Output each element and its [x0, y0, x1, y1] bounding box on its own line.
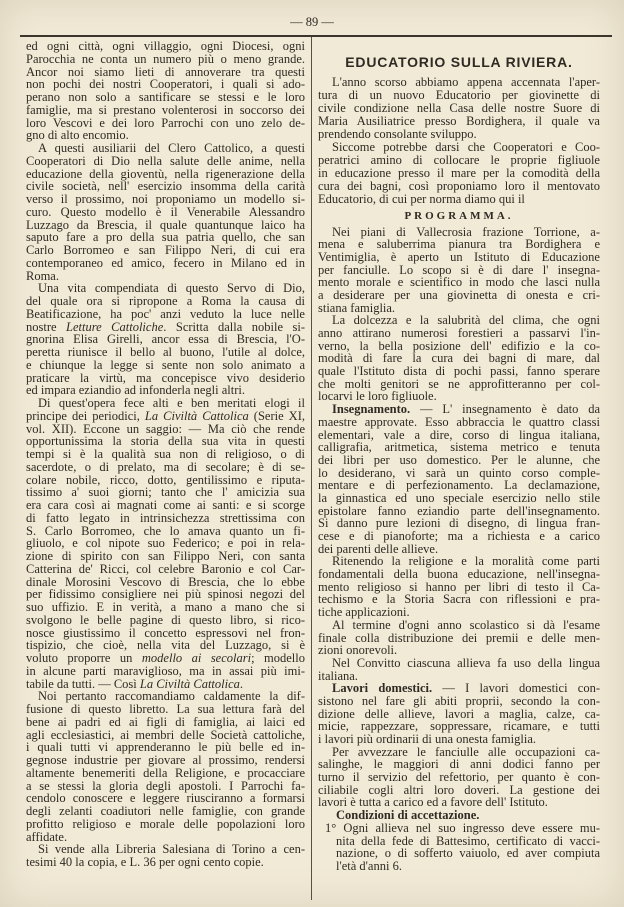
text-line: Si vende alla Libreria Salesiana di Torino a cen-: [38, 842, 305, 857]
text-line: i quali tutti vi apprenderanno le più belle ed in-: [26, 740, 305, 755]
text-line: tiche applicazioni.: [318, 605, 410, 620]
text-line: e chiunque la legge si sente non solo animato a: [26, 357, 305, 372]
text-line: di fatto legato in intrinsichezza strettissima con: [26, 510, 305, 525]
program-heading: PROGRAMMA.: [404, 210, 514, 222]
text-line: per fidissimo consigliere nei più spinosi negozi del: [26, 587, 305, 602]
column-divider: [311, 37, 312, 900]
text-line: italiana.: [318, 668, 358, 683]
text-line: Nei piani di Vallecrosia frazione Torrione, a-: [332, 224, 600, 239]
text-line: affidate.: [26, 829, 68, 844]
text-line: [26, 652, 305, 665]
text-line: Per avvezzare le fanciulle alle occupazioni ca-: [332, 744, 600, 759]
text-run: ; modello: [251, 651, 305, 665]
text-line: Educatorio, di cui per norma diamo qui il: [318, 192, 525, 206]
text-line: micie, rappezzare, soppressare, ricamare, e tutti: [318, 719, 600, 734]
text-line: ciliabile cogli altri loro doveri. La gestione dei: [318, 782, 600, 797]
text-line: perano non solo a santificare se stessi e le loro: [26, 90, 305, 104]
text-line: stiana famiglia.: [318, 300, 396, 315]
text-line: mento religioso si hanno per libri di testo il Ca-: [318, 579, 600, 594]
text-line: dizione delle allieve, lavori a maglia, calze, ca-: [318, 706, 600, 721]
text-line: [26, 410, 305, 423]
paragraph: [318, 403, 600, 555]
paragraph: [318, 555, 600, 618]
text-line: techismo e la Storia Sacra con riflessioni e pra-: [318, 592, 600, 607]
header-rule: [20, 35, 612, 37]
text-line: bene ai padri ed ai figli di famiglia, ai laici ed: [26, 714, 305, 729]
text-line: Carlo Borromeo e san Filippo Neri, di cui era: [26, 243, 305, 257]
paragraph: [318, 226, 600, 315]
text-line: nazione, o di sofferto vaiuolo, ed aver compiuta: [336, 846, 600, 861]
text-line: A questi ausiliarii del Clero Cattolico, a questi: [38, 141, 305, 155]
text-line: Parocchia ne conta un numero più o meno grande.: [26, 51, 305, 66]
text-run: tabile da tutti. — Così: [26, 676, 140, 691]
text-line: suo uffizio. E in verità, a mano a mano che si: [26, 600, 305, 614]
text-line: tesimi 40 la copia, e L. 36 per ogni cento copie.: [26, 855, 264, 869]
text-line: svolgono le belle pagine di questo libro, si rico-: [26, 612, 305, 627]
text-line: era cara così ai magnati come ai santi: e si scorge: [26, 498, 305, 512]
text-run: (Serie XI,: [248, 408, 305, 423]
text-line: a desiderare per una giovinetta di onesta e cri-: [318, 287, 600, 302]
text-line: per fanciulle. Lo scopo si è di dare l' insegna-: [318, 262, 600, 277]
text-line: gno di alto encomio.: [26, 128, 129, 143]
text-line: cura dei bagni, così proponiamo loro il mentovato: [318, 179, 600, 193]
text-line: civile condizione nella Casa delle nostre Suore di: [318, 101, 600, 115]
text-line: fondamentali della buona educazione, nell'insegna-: [318, 567, 600, 582]
text-line: Catterina de' Ricci, col celebre Baronio e col Car-: [26, 561, 305, 576]
text-line: in alcune parti maraviglioso, ma in assai più imi-: [26, 663, 305, 678]
text-run: principe dei periodici,: [26, 408, 145, 423]
text-run: voluto proporre un: [26, 651, 142, 665]
paragraph: [318, 657, 600, 682]
text-line: Noi pertanto raccomandiamo caldamente la dif-: [38, 689, 305, 704]
text-line: loro Vescovi e dei loro Parrochi con uno zelo de-: [26, 115, 305, 130]
text-line: educazione della gioventù, nella rigenerazione della: [26, 166, 305, 181]
text-line: Siccome potrebbe darsi che Cooperatori e Coo-: [332, 140, 600, 154]
paragraph: [26, 142, 305, 282]
text-line: a se stessi la gloria degli apostoli. I Parrochi fa-: [26, 778, 305, 793]
text-line: elementari, vale a dire, corso di lingua italiana,: [318, 427, 600, 442]
text-line: fusione di questo libretto. La sua lettura farà del: [26, 702, 305, 716]
text-line: S. Carlo Borromeo, che lo amava quanto un fi-: [26, 523, 305, 538]
program-body: [318, 226, 600, 810]
paragraph: [318, 619, 600, 657]
text-line: La dolcezza e la salubrità del clima, che ogni: [332, 313, 600, 328]
paragraph: [26, 282, 305, 397]
text-line: civile società, nell' esercizio insomma della carità: [26, 179, 305, 194]
text-line: verno, la bella posizione dell' edifizio e la co-: [318, 338, 600, 353]
text-line: [318, 403, 600, 416]
text-line: del quale ora si ripropone a Roma la causa di: [26, 294, 305, 308]
text-line: curo. Questo modello è il Venerabile Alessandro: [26, 204, 305, 219]
text-line: turno il servizio del refettorio, per quanto è con-: [318, 770, 600, 785]
text-line: zione di spirito con san Filippo Neri, con santa: [26, 549, 305, 563]
bold-lead-in: Insegnamento.: [332, 402, 411, 417]
text-line: tispizio, che cioè, nella vita del Luzzago, si è: [26, 638, 305, 653]
text-line: Ancor noi siamo lieti di annoverare tra questi: [26, 64, 305, 79]
text-line: gegnose industrie per giovare al prossimo, rendersi: [26, 753, 305, 767]
text-line: mento morale e scientifico in modo che lasci nulla: [318, 275, 600, 290]
text-line: l'età d'anni 6.: [336, 858, 402, 873]
text-line: i lavori più ordinarii di una onesta famiglia.: [318, 732, 536, 746]
text-line: verso il prossimo, noi proponiamo un modello si-: [26, 192, 305, 206]
text-line: Di quest'opera fece alti e ben meritati elogi il: [38, 396, 305, 410]
text-line: ed impara eziandio ad infonderla negli altri.: [26, 383, 246, 398]
paragraph: [318, 746, 600, 809]
text-line: zioni onorevoli.: [318, 643, 398, 658]
text-line: in educazione presso il mare per la comodità della: [318, 166, 600, 180]
text-line: calligrafia, aritmetica, sistema metrico e tenuta: [318, 440, 600, 455]
text-line: salinghe, le maggiori di anni dodici fanno per: [318, 757, 600, 772]
text-line: finale colla distribuzione dei premii e delle men-: [318, 630, 600, 645]
paragraph: [26, 843, 305, 869]
text-line: sistono nel fare gli abiti proprii, secondo la con-: [318, 693, 600, 708]
text-line: gliuolo, e col nipote suo Federico; e poi in rela-: [26, 536, 305, 551]
italic-title: Letture Cattoliche: [66, 319, 164, 334]
text-line: agli ecclesiastici, ai membri delle Società cattoliche,: [26, 727, 305, 742]
text-line: tura di un nuovo Educatorio per giovinette di: [318, 88, 600, 102]
text-line: Ventimiglia, è aperto un Istituto di Educazione: [318, 249, 600, 264]
text-line: mena e saluberrima pianura tra Bordighera e: [318, 237, 600, 252]
text-line: Nel Convitto ciascuna allieva fa uso della lingua: [332, 655, 600, 670]
text-line: Luzzago da Brescia, il quale quantunque laico ha: [26, 217, 305, 232]
text-line: la ginnastica ed uno speciale esercizio nello stile: [318, 490, 600, 505]
text-line: tissimo a' suoi giorni; tanto che l' amicizia sua: [26, 485, 305, 500]
text-run: . Scritta dalla nobile si-: [163, 319, 305, 334]
text-line: 1° Ogni allieva nel suo ingresso deve essere mu-: [325, 820, 600, 835]
text-line: epistolare fanno eziandio parte dell'insegnamento.: [318, 503, 600, 518]
conditions-heading: Condizioni di accettazione.: [336, 808, 480, 823]
text-line: ed ogni città, ogni villaggio, ogni Diocesi, ogni: [26, 39, 305, 53]
text-line: peretta riunisce il bello al buono, l'utile al dolce,: [26, 345, 305, 359]
text-line: non pochi dei nostri Cooperatori, i quali si ado-: [26, 77, 305, 92]
text-line: modità di fare la cura dei bagni di mare, dal: [318, 351, 600, 366]
text-line: praticare la virtù, ma concepisce vivo desiderio: [26, 370, 305, 385]
text-line: dei libri per uso domestico. Per le alunne, che: [318, 452, 600, 467]
paragraph: [318, 76, 600, 141]
text-line: colare nobile, ricco, dotto, gentilissimo e riputa-: [26, 472, 305, 487]
text-line: famiglie, ma si prestano volenterosi in soccorso dei: [26, 102, 305, 117]
text-line: saputo fare a pro della sua patria quello, che san: [26, 230, 305, 245]
paragraph: [318, 141, 600, 206]
bold-lead-in: Lavori domestici.: [332, 681, 433, 696]
paragraph: [26, 397, 305, 690]
text-line: tempi si è la qualità sua non di religioso, o di: [26, 447, 305, 461]
article-title: EDUCATORIO SULLA RIVIERA.: [345, 54, 573, 70]
page-number: — 89 —: [290, 15, 334, 29]
text-line: che molti genitori se ne approfitteranno per col-: [318, 376, 600, 391]
text-line: opportunissima la storia della sua vita in questi: [26, 434, 305, 449]
text-line: cendolo conoscere e leggere riusciranno a formarsi: [26, 791, 305, 806]
text-line: Ritenendo la religione e la moralità come parti: [332, 554, 600, 569]
text-run: .: [239, 676, 244, 691]
text-line: Si danno pure lezioni di disegno, di lingua fran-: [318, 516, 600, 531]
text-line: Maria Ausiliatrice presso Bordighera, il quale va: [318, 114, 600, 128]
paragraph: [318, 314, 600, 403]
right-column: [318, 54, 600, 873]
text-line: Roma.: [26, 268, 59, 283]
text-line: nita della fede di Battesimo, certificato di vacci-: [336, 833, 600, 848]
text-line: quale l'Istituto dista di pochi passi, fanno sperare: [318, 364, 600, 379]
text-line: nosce giustissimo il concetto espressovi nel fron-: [26, 625, 305, 640]
text-line: locarvi le loro figliuole.: [318, 389, 437, 404]
text-line: altamente benemeriti della Religione, e procacciare: [26, 765, 305, 780]
article-intro: [318, 76, 600, 206]
text-line: L'anno scorso abbiamo appena accennata l'aper-: [332, 75, 600, 89]
paragraph: [318, 682, 600, 745]
paragraph: [26, 690, 305, 843]
text-line: peratrici amino di collocare le proprie figliuole: [318, 153, 600, 167]
text-line: prendendo consolante sviluppo.: [318, 127, 477, 141]
text-line: gnorina Elisa Girelli, ancor essa di Brescia, l'O-: [26, 332, 305, 347]
text-line: Beatificazione, ha poc' anzi veduto la luce nelle: [26, 306, 305, 321]
text-line: Cooperatori di Dio nella salute delle anime, nella: [26, 153, 305, 168]
text-line: lo desiderano, vi sarà un quinto corso comple-: [318, 465, 600, 480]
text-line: Una vita compendiata di questo Servo di Dio,: [38, 281, 305, 296]
left-column: [26, 40, 305, 869]
text-line: maestre approvate. Esso abbraccia le quattro classi: [318, 414, 600, 429]
text-line: cese e di pianoforte; ma a richiesta e a carico: [318, 529, 600, 543]
text-run: — I lavori domestici con-: [432, 681, 601, 696]
text-line: dei parenti delle allieve.: [318, 541, 439, 556]
text-line: sacerdote, o di prelato, ma di secolare; è di se-: [26, 459, 305, 474]
paragraph: [318, 822, 600, 873]
conditions-list: [318, 822, 600, 873]
text-line: anno attirano numerosi forestieri a passarvi l'in-: [318, 326, 600, 340]
text-line: vol. XII). Eccone un saggio: — Ma ciò che rende: [26, 421, 305, 436]
italic-title: modello ai secolari: [141, 651, 252, 665]
text-run: — L' insegnamento è dato da: [410, 402, 600, 417]
text-line: degli zelanti coadiutori nelle famiglie, con grande: [26, 804, 305, 818]
italic-title: La Civiltà Cattolica: [139, 676, 240, 691]
text-run: nostre: [26, 319, 67, 334]
text-line: Al termine d'ogni anno scolastico si dà l'esame: [332, 617, 600, 632]
text-line: contemporaneo ed amico, fecero in Milano ed in: [26, 255, 305, 270]
text-line: profitto religioso e morale delle popolazioni loro: [26, 816, 305, 831]
text-line: dinale Morosini Vescovo di Brescia, che lo ebbe: [26, 574, 305, 589]
text-line: mentare e di perfezionamento. La declamazione,: [318, 478, 600, 493]
text-line: lavori è tutta a carico ed a favore dell' Istituto.: [318, 795, 548, 810]
italic-title: La Civiltà Cattolica: [144, 408, 249, 423]
paragraph: [26, 40, 305, 142]
